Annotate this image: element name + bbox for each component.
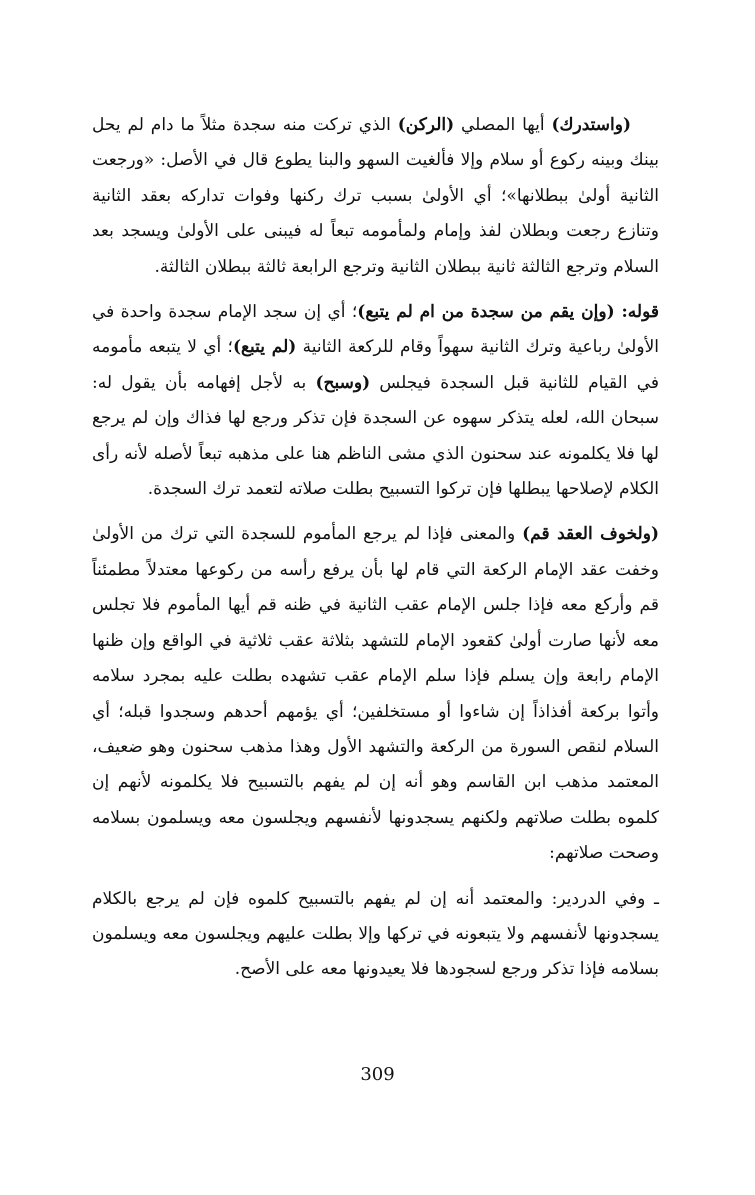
body-text [92, 108, 659, 988]
bold-segment: (وإن يقم من سجدة من ام لم يتبع) [357, 302, 615, 323]
paragraph-3 [92, 517, 659, 871]
text-segment: ـ وفي الدردير: والمعتمد أنه إن لم يفهم بالتسبيح كلموه فإن لم يرجع بالكلام يسجدونها لأنفسهم ولا يتبعونه في تركها وإلا بطلت عليهم ويجلسون معه ويسلمون بسلامه فإذا تذكر ورجع لسجودها فلا يعيدونها معه على الأصح. [92, 888, 659, 980]
text-segment: به لأجل إفهامه بأن يقول له: سبحان الله، لعله يتذكر سهوه عن السجدة فإن تذكر ورجع لها فذاك وإن لم يرجع لها فلا يكلمونه عند سحنون الذي مشى الناظم هنا على مذهبه تبعاً لأصله لأنه رأى الكلام لإصلاحها يبطلها فإن تركوا التسبيح بطلت صلاته لتعمد ترك السجدة. [92, 372, 659, 500]
bold-segment: (وسبح) [315, 372, 371, 393]
bold-segment: (لم يتبع) [232, 337, 297, 358]
text-segment: الذي تركت منه سجدة مثلاً ما دام لم يحل بينك وبينه ركوع أو سلام وإلا فألغيت السهو والبنا يطوع قال في الأصل: «ورجعت الثانية أولىٰ ببطلانها»؛ أي الأولىٰ بسبب ترك ركنها وفوات تداركه بعقد الثانية وتنازع رجعت وبطلان لفذ وإمام ولمأمومه تبعاً له فيبنى على الأولىٰ ويسجد بعد السلام وترجع الثالثة ثانية ببطلان الثانية وترجع الرابعة ثالثة ببطلان الثالثة. [92, 115, 659, 277]
text-segment: أيها المصلي [454, 115, 552, 135]
bold-segment: قوله: [614, 302, 659, 323]
bold-segment: (واستدرك) [551, 115, 632, 135]
text-segment: ؛ أي لا يتبعه مأمومه في القيام للثانية قبل السجدة فيجلس [92, 337, 659, 393]
text-segment: والمعنى فإذا لم يرجع المأموم للسجدة التي ترك من الأولىٰ وخفت عقد الإمام الركعة التي قام لها بأن يرفع رأسه من ركوعها معتدلاً مطمئناً قم وأركع معه فإذا جلس الإمام عقب الثانية في ظنه قم أيها المأموم فلا تجلس معه لأنها صارت أولىٰ كقعود الإمام للتشهد بثلاثة عقب ثلاثية في الواقع وإن ظنها الإمام رابعة وإن يسلم فإذا سلم الإمام عقب تشهده بطلت عليه بمجرد سلامه وأتوا بركعة أفذاذاً إن شاءوا أو مستخلفين؛ أي يؤمهم أحدهم وسجدوا قبله؛ أي السلام لنقص السورة من الركعة والتشهد الأول وهذا مذهب سحنون وهو ضعيف، المعتمد مذهب ابن القاسم وهو أنه إن لم يفهم بالتسبيح فلا يكلمونه لأنهم إن كلموه بطلت صلاتهم ولكنهم يسجدونها لأنفسهم ويجلسون معه ويسلمون بسلامه وصحت صلاتهم: [92, 524, 659, 864]
paragraph-4 [92, 882, 659, 988]
text-segment: ؛ أي إن سجد الإمام سجدة واحدة في الأولىٰ رباعية وترك الثانية سهواً وقام للركعة الثانية [92, 302, 659, 358]
paragraph-2 [92, 295, 659, 507]
bold-segment: (الركن) [397, 115, 455, 135]
page-number: 309 [360, 1064, 395, 1085]
paragraph-1 [92, 108, 659, 285]
bold-segment: (ولخوف العقد قم) [522, 524, 659, 545]
